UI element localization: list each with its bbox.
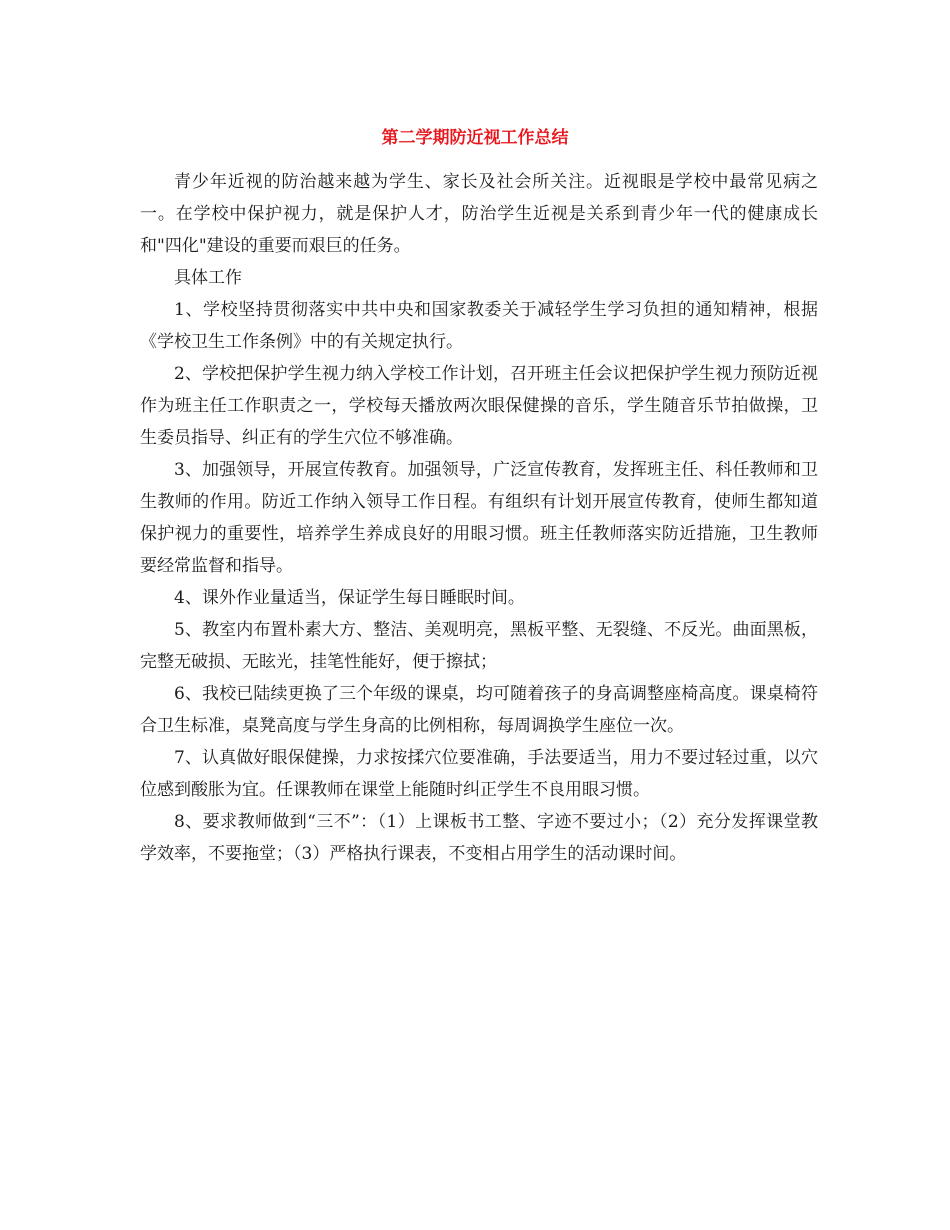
- paragraph-intro: 青少年近视的防治越来越为学生、家长及社会所关注。近视眼是学校中最常见病之一。在学校中保护视力，就是保护人才，防治学生近视是关系到青少年一代的健康成长和"四化"建设的重要而艰巨的任务。: [140, 172, 818, 256]
- document-title: 第二学期防近视工作总结: [381, 128, 569, 148]
- paragraph-item-5: 5、教室内布置朴素大方、整洁、美观明亮，黑板平整、无裂缝、不反光。曲面黑板，完整无破损、无眩光，挂笔性能好，便于擦拭；: [140, 620, 818, 672]
- paragraph-item-1: 1、学校坚持贯彻落实中共中央和国家教委关于减轻学生学习负担的通知精神，根据《学校卫生工作条例》中的有关规定执行。: [140, 300, 818, 352]
- paragraph-item-4: 4、课外作业量适当，保证学生每日睡眠时间。: [174, 588, 525, 608]
- paragraph-section-heading: 具体工作: [174, 268, 242, 288]
- paragraph-item-7: 7、认真做好眼保健操，力求按揉穴位要准确，手法要适当，用力不要过轻过重，以穴位感到酸胀为宜。任课教师在课堂上能随时纠正学生不良用眼习惯。: [140, 748, 818, 800]
- document-body: [140, 166, 818, 870]
- paragraph-item-2: 2、学校把保护学生视力纳入学校工作计划，召开班主任会议把保护学生视力预防近视作为班主任工作职责之一，学校每天播放两次眼保健操的音乐，学生随音乐节拍做操，卫生委员指导、纠正有的学生穴位不够准确。: [140, 364, 818, 448]
- paragraph-item-3: 3、加强领导，开展宣传教育。加强领导，广泛宣传教育，发挥班主任、科任教师和卫生教师的作用。防近工作纳入领导工作日程。有组织有计划开展宣传教育，使师生都知道保护视力的重要性，培养学生养成良好的用眼习惯。班主任教师落实防近措施，卫生教师要经常监督和指导。: [140, 460, 818, 576]
- paragraph-item-8: 8、要求教师做到“三不”：（1）上课板书工整、字迹不要过小；（2）充分发挥课堂教学效率，不要拖堂；（3）严格执行课表，不变相占用学生的活动课时间。: [140, 812, 818, 864]
- paragraph-item-6: 6、我校已陆续更换了三个年级的课桌，均可随着孩子的身高调整座椅高度。课桌椅符合卫生标准，桌凳高度与学生身高的比例相称，每周调换学生座位一次。: [140, 684, 818, 736]
